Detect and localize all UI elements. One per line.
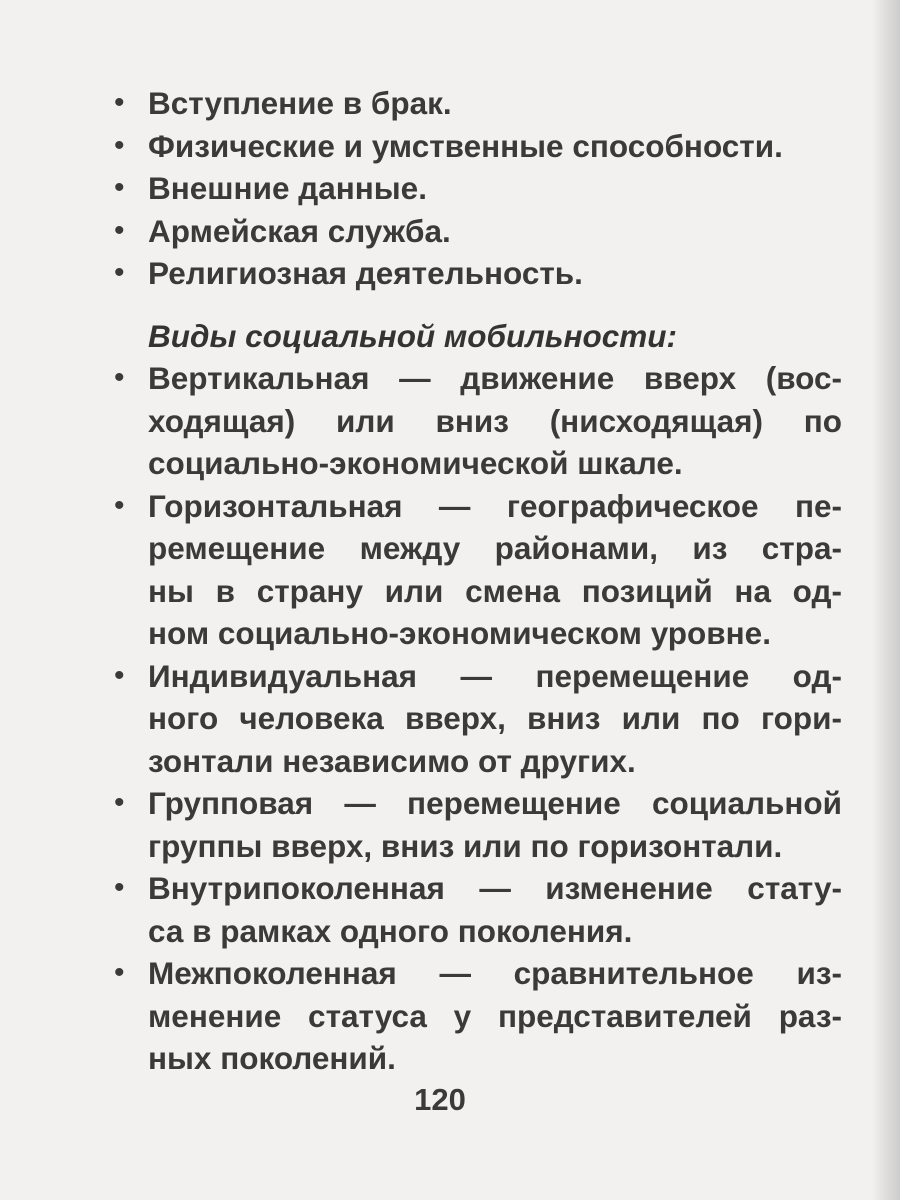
bullet-icon: • [114,956,125,989]
section-heading: Виды социальной мобильности: [148,317,678,354]
list-item-line: группы вверх, вниз или по горизонтали. [148,827,783,864]
bullet-icon: • [114,256,125,289]
list-item [112,210,842,253]
list-item [112,357,842,485]
list-item-line: ного человека вверх, вниз или по гори- [148,700,842,736]
list-item-line: Внешние данные. [148,170,427,206]
bullet-icon: • [114,213,125,247]
page-number: 120 [414,1082,466,1117]
list-item-line: Индивидуальная — перемещение од- [148,657,842,694]
bullet-icon: • [114,128,125,162]
list-item-line: ходящая) или вниз (нисходящая) по [148,402,842,439]
list-item-line: Религиозная деятельность. [148,255,583,291]
list-item-line: Армейская служба. [148,212,451,249]
list-item-line: са в рамках одного поколения. [148,912,633,949]
bullet-icon: • [114,786,125,819]
list-item [112,655,842,783]
list-item-line: социально-экономической шкале. [148,445,683,481]
bullet-icon: • [114,658,125,692]
list-item [112,252,842,295]
list-item [112,485,842,655]
page-edge-shadow [872,0,900,1200]
bullet-icon: • [114,871,125,904]
bullet-icon: • [114,361,125,394]
list-item [112,867,842,952]
list-item-line: ны в страну или смена позиций на од- [148,572,842,609]
list-item-line: Вертикальная — движение вверх (вос- [148,360,842,396]
list-item-line: Горизонтальная — географическое пе- [148,487,842,524]
list-item-line: Внутрипоколенная — изменение стату- [148,870,842,906]
mobility-types-list [112,357,842,1080]
bullet-icon: • [114,86,125,119]
list-item-line: Межпоколенная — сравнительное из- [148,955,842,991]
book-page [112,82,842,1080]
list-item [112,167,842,210]
bullet-icon: • [114,171,125,204]
list-item-line: ных поколений. [148,1040,396,1076]
list-item [112,82,842,125]
list-item [112,125,842,168]
list-item [112,952,842,1080]
list-item-line: Физические и умственные способности. [148,127,783,164]
factors-list [112,82,842,295]
list-item-line: Групповая — перемещение социальной [148,785,842,821]
list-item [112,782,842,867]
list-item-line: Вступление в брак. [148,85,452,121]
list-item-line: менение статуса у представителей раз- [148,997,842,1034]
list-item-line: зонтали независимо от других. [148,742,636,779]
list-item-line: ном социально-экономическом уровне. [148,615,771,651]
bullet-icon: • [114,488,125,522]
list-item-line: ремещение между районами, из стра- [148,530,842,566]
